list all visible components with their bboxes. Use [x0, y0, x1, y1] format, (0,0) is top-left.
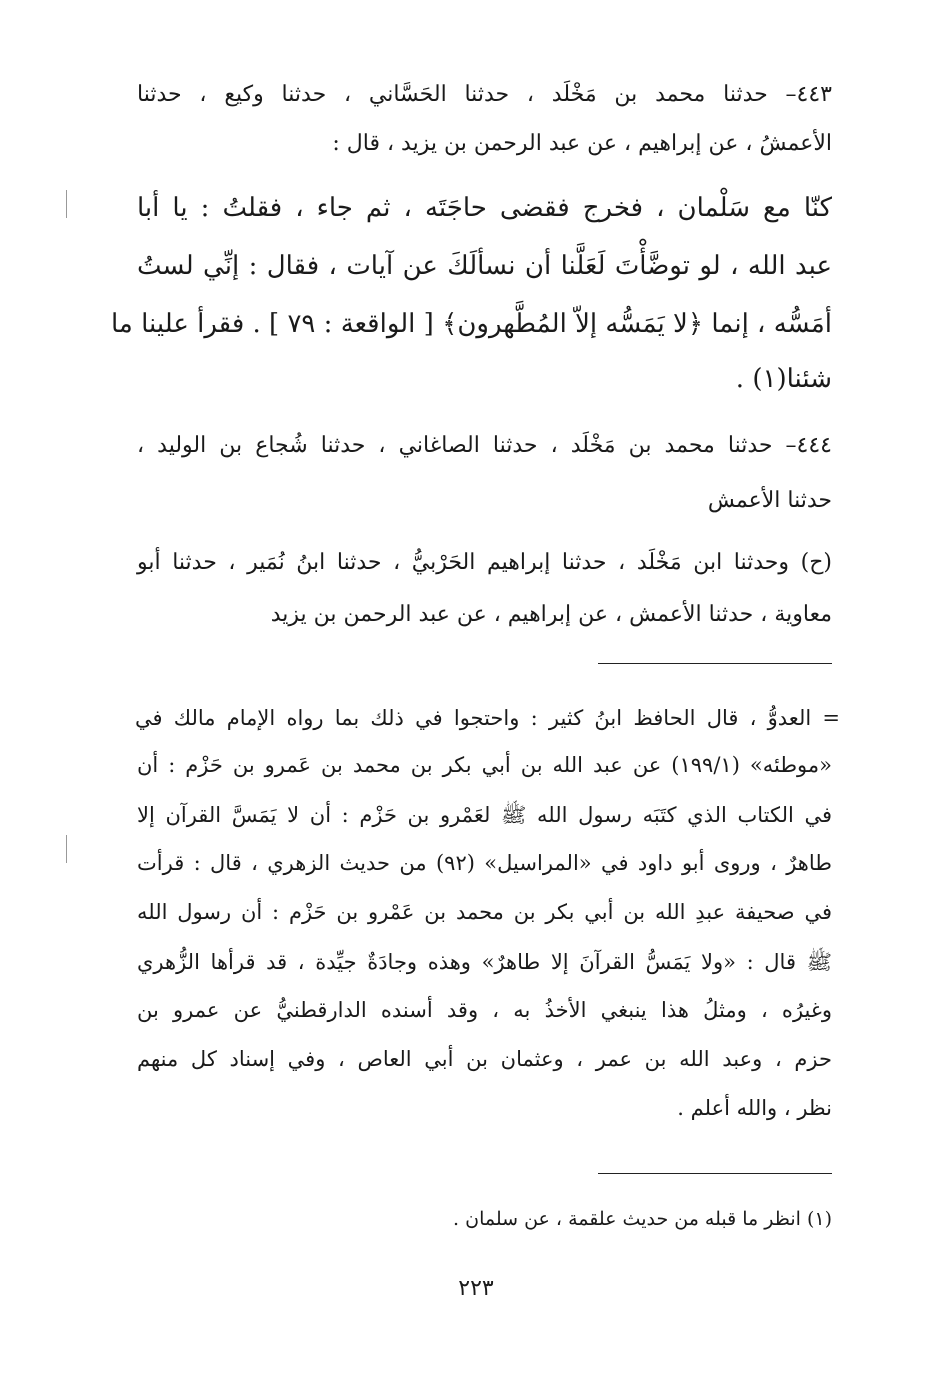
hadith-444-line-1: ٤٤٤– حدثنا محمد بن مَخْلَد ، حدثنا الصاغاني ، حدثنا شُجاع بن الوليد ، — [137, 433, 832, 458]
footnote-separator-rule — [598, 1173, 832, 1174]
note-line-3: في الكتاب الذي كتَبَه رسول الله ﷺ لعَمْرو بن حَزْم : أن لا يَمَسَّ القرآن إلا — [137, 803, 832, 827]
note-line-4: طاهرٌ ، وروى أبو داود في «المراسيل» (٩٢) من حديث الزهري ، قال : قرأت — [137, 851, 832, 875]
hadith-443-line-2: الأعمشُ ، عن إبراهيم ، عن عبد الرحمن بن يزيد ، قال : — [332, 131, 832, 156]
page-edge-mark-top — [66, 190, 67, 218]
note-line-9: نظر ، والله أعلم . — [677, 1096, 832, 1120]
hadith-443-line-1: ٤٤٣– حدثنا محمد بن مَخْلَد ، حدثنا الحَسَّاني ، حدثنا وكيع ، حدثنا — [137, 82, 832, 107]
hadith-443-matn-line-3: أمَسُّه ، إنما ﴿لا يَمَسُّه إلاّ المُطَّهرون﴾ [ الواقعة : ٧٩ ] . فقرأ علينا ما — [111, 309, 832, 339]
hadith-444-ha-line-1: (ح) وحدثنا ابن مَخْلَد ، حدثنا إبراهيم الحَرْبيُّ ، حدثنا ابنُ نُمَير ، حدثنا أبو — [137, 550, 832, 575]
note-line-2: «موطئه» (١٩٩/١) عن عبد الله بن أبي بكر بن محمد بن عَمرو بن حَزْم : أن — [137, 753, 832, 777]
main-separator-rule — [598, 663, 832, 664]
note-line-5: في صحيفة عبدِ الله بن أبي بكر بن محمد بن عَمْرو بن حَزْم : أن رسول الله — [137, 900, 832, 924]
hadith-443-matn-line-2: عبد الله ، لو توضَّأْتَ لَعَلَّنا أن نسألَكَ عن آيات ، فقال : إنِّي لستُ — [137, 251, 832, 281]
hadith-444-ha-line-2: معاوية ، حدثنا الأعمش ، عن إبراهيم ، عن عبد الرحمن بن يزيد — [270, 602, 832, 627]
page-edge-mark-bottom — [66, 835, 67, 863]
note-line-7: وغيرُه ، ومثلُ هذا ينبغي الأخذُ به ، وقد أسنده الدارقطنيُّ عن عمرو بن — [137, 998, 832, 1022]
note-line-6: ﷺ قال : «ولا يَمَسُّ القرآنَ إلا طاهرٌ» وهذه وجادَةٌ جيِّدة ، قد قرأها الزُّهري — [137, 950, 832, 974]
page-number: ٢٢٣ — [458, 1276, 494, 1301]
hadith-444-line-2: حدثنا الأعمش — [707, 488, 832, 513]
footnote-1: (١) انظر ما قبله من حديث علقمة ، عن سلمان . — [453, 1208, 832, 1230]
hadith-443-matn-line-1: كنّا مع سَلْمان ، فخرج فقضى حاجَتَه ، ثم جاء ، فقلتُ : يا أبا — [137, 193, 832, 223]
note-line-1: = العدوُّ ، قال الحافظ ابنُ كثير : واحتجوا في ذلك بما رواه الإمام مالك في — [135, 706, 840, 730]
note-line-8: حزم ، وعبد الله بن عمر ، وعثمان بن أبي العاص ، وفي إسناد كل منهم — [137, 1047, 832, 1071]
hadith-443-matn-line-4: شئنا(١) . — [735, 364, 832, 394]
